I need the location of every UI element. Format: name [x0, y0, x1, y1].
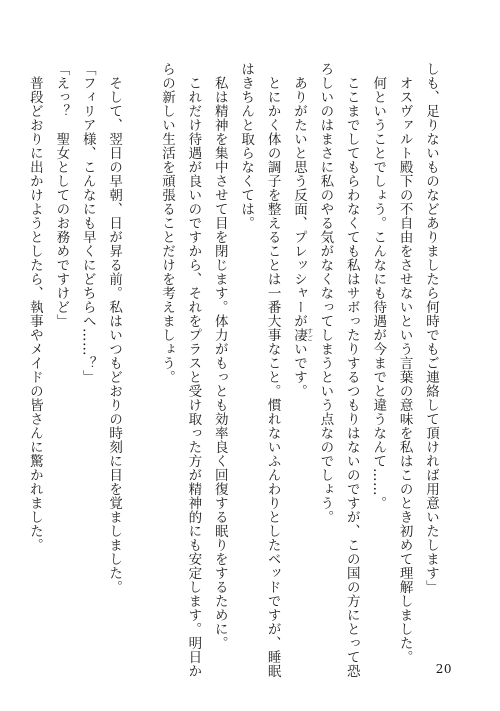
text-line: 私は精神を集中させて目を閉じます。体力がもっとも効率良く回復する眠りをするために。: [211, 75, 228, 650]
text-line: ろしいのはまさに私のやる気がなくなってしまうという点なのでしょう。: [317, 62, 334, 524]
text-line: そして、翌日の早朝、日が昇る前。私はいつもどおりの時刻に目を覚ましました。: [106, 75, 123, 594]
text-line: とにかく体の調子を整えることは一番大事なこと。慣れないふんわりとしたベッドですが、睡眠: [264, 75, 281, 678]
page-number: 20: [435, 662, 452, 676]
dialogue-line: 「えっ？ 聖女としてのお務めですけど」: [53, 62, 70, 328]
dialogue-line: 「フィリア様、こんなにも早くにどちらへ……？」: [79, 62, 96, 384]
text-line-with-ruby: [286, 62, 312, 642]
text-line: これだけ待遇が良いのですから、それをプラスと受け取った方が精神的にも安定します。明日か: [185, 75, 202, 678]
ruby-reading: すご: [305, 327, 313, 342]
ruby-word: [290, 327, 313, 342]
text-line: オスヴァルト殿下の不自由をさせないという言葉の意味を私はこのとき初めて理解しました。: [396, 75, 413, 664]
text-line: 何ということでしょう。こんなにも待遇が今までと違うなんて……。: [370, 75, 387, 510]
text-line: ここまでしてもらわなくても私はサボったりするつもりはないのですが、この国の方にとって恐: [343, 75, 360, 678]
text-line: しも、足りないものなどありましたら何時でもご連絡して頂ければ用意いたします」: [423, 62, 439, 594]
ruby-base: 凄: [290, 327, 307, 342]
text-segment: いです。: [290, 341, 307, 398]
text-line: はきちんと取らなくては。: [238, 62, 255, 230]
text-segment: ありがたいと思う反面、プレッシャーが: [290, 75, 307, 328]
text-line: らの新しい生活を頑張ることだけを考えましょう。: [158, 62, 175, 384]
text-line: 普段どおりに出かけようとしたら、執事やメイドの皆さんに驚かれました。: [26, 75, 43, 552]
